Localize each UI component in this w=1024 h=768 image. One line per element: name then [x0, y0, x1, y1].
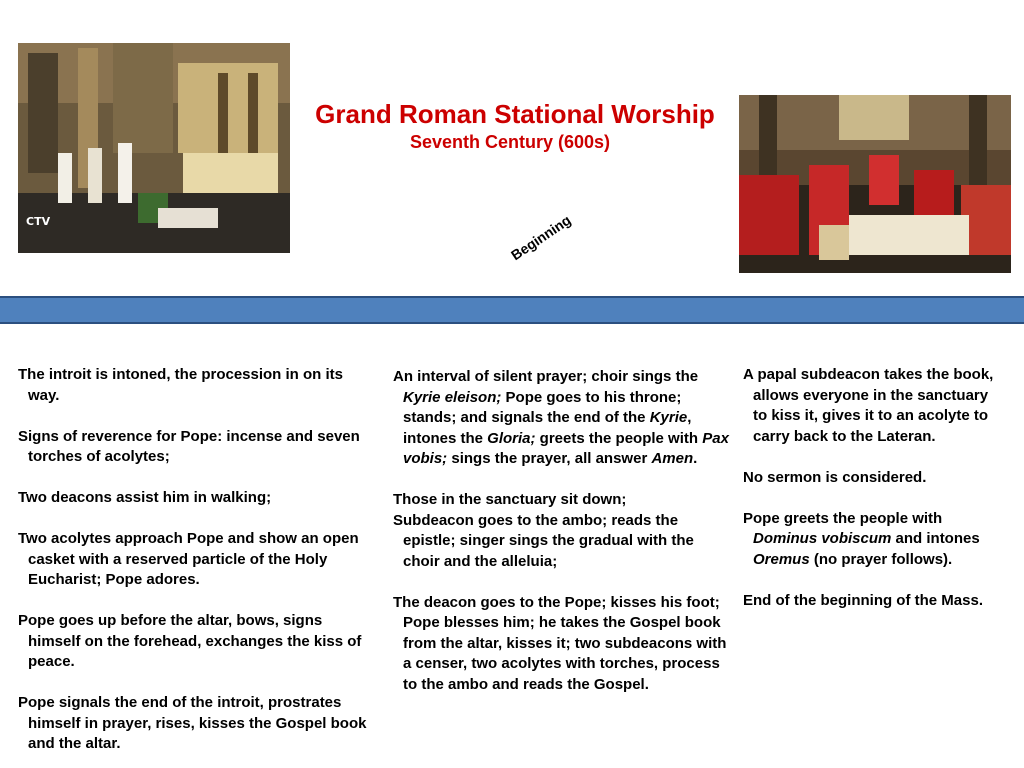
text-column-1: [18, 365, 370, 755]
text-column-3: [743, 365, 1003, 611]
col1-paragraph: Pope goes up before the altar, bows, signs himself on the forehead, exchanges the kiss of peace.: [18, 612, 362, 670]
text-run: greets the people with: [535, 429, 703, 447]
col1-paragraph: Two deacons assist him in walking;: [18, 489, 272, 506]
basilica-interior-image: [18, 43, 290, 253]
col2-paragraph-3: Subdeacon goes to the ambo; reads the epistle; singer sings the gradual with the choir and the alleluia;: [393, 511, 694, 570]
text-run: and intones: [891, 530, 980, 547]
text-run: (no prayer follows).: [809, 550, 953, 568]
italic-text-run: Amen: [651, 450, 694, 467]
text-run: sings the prayer, all answer: [447, 450, 652, 467]
col1-paragraph: The introit is intoned, the procession in on its way.: [18, 366, 344, 404]
beginning-label-text: Beginning: [508, 211, 574, 264]
italic-text-run: Dominus vobiscum: [753, 530, 892, 547]
italic-text-run: Gloria;: [487, 429, 536, 447]
page-subtitle: Seventh Century (600s): [409, 132, 611, 152]
text-run: .: [693, 450, 698, 467]
italic-text-run: Oremus: [753, 550, 810, 568]
text-run: Pope goes to his throne; stands; and signals the end of the: [403, 388, 682, 426]
col2-paragraph-2: Those in the sanctuary sit down;: [393, 491, 627, 508]
italic-text-run: Kyrie eleison;: [403, 388, 502, 406]
section-divider-bar: [0, 296, 1024, 324]
col3-paragraph-3: [743, 509, 1003, 571]
col3-paragraph-4: End of the beginning of the Mass.: [743, 591, 983, 609]
col2-paragraph-4: The deacon goes to the Pope; kisses his foot; Pope blesses him; he takes the Gospel book from the altar, kisses it; two subdeacons with a censer, two acolytes with torches, process to the ambo and reads the Gospel.: [393, 593, 727, 693]
col1-paragraph: Pope signals the end of the introit, prostrates himself in prayer, rises, kisses the Gospel book and the altar.: [18, 694, 367, 752]
col1-paragraph: Two acolytes approach Pope and show an open casket with a reserved particle of the Holy Eucharist; Pope adores.: [18, 530, 359, 588]
text-run: , intones the: [403, 409, 692, 447]
text-run: Pope greets the people with: [743, 509, 943, 527]
basilica-interior-photo: [18, 43, 290, 253]
beginning-rotated-label: [508, 212, 574, 264]
italic-text-run: Pax vobis;: [403, 429, 729, 467]
papal-mass-photo: [739, 95, 1011, 273]
page-title: Grand Roman Stational Worship: [315, 99, 715, 129]
italic-text-run: Kyrie: [649, 409, 688, 426]
col2-paragraph-1: [393, 367, 733, 470]
col1-paragraph: Signs of reverence for Pope: incense and seven torches of acolytes;: [18, 427, 360, 465]
text-run: An interval of silent prayer; choir sings the: [393, 368, 699, 385]
svg-text:CTV: CTV: [26, 215, 51, 228]
col3-paragraph-1: A papal subdeacon takes the book, allows everyone in the sanctuary to kiss it, gives it to an acolyte to carry back to the Lateran.: [743, 366, 994, 445]
papal-mass-image: [739, 95, 1011, 273]
col3-paragraph-2: No sermon is considered.: [743, 468, 927, 486]
text-column-2: [393, 367, 733, 695]
